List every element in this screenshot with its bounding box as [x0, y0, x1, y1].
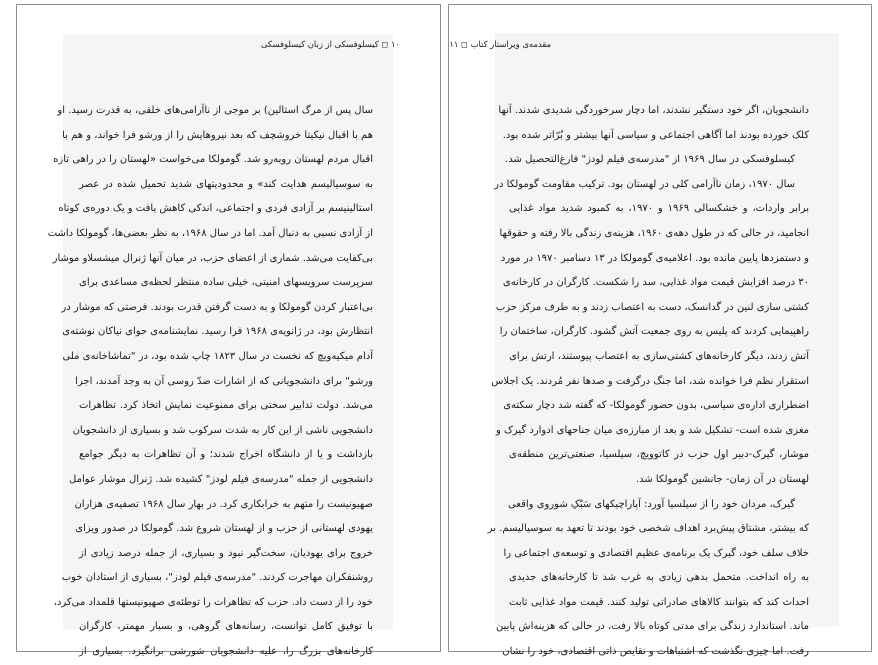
text-line: روشنفکران مهاجرت کردند. "مدرسه‌ی فیلم لودز"، بسیاری از استادان خوب: [61, 572, 373, 584]
text-line: می‌شد. دولت تدابیر سختی برای ممنوعیت نمایش اتخاذ کرد. تظاهرات: [79, 400, 373, 412]
text-line: بازداشت و یا از دانشگاه اخراج شدند؛ و آن تظاهرات به دیگر جوامع: [79, 449, 373, 461]
text-line: و دستمزدها پایین مانده بود. اعلامیه‌ی گومولکا در ۱۳ دسامبر ۱۹۷۰ در مورد: [500, 252, 809, 264]
text-line: انجامید، در حالی که در طول دهه‌ی ۱۹۶۰، هزینه‌ی زندگی بالا رفته و حقوقها: [499, 227, 809, 239]
text-line: آدام میکیه‌ویچ که نخست در سال ۱۸۲۳ چاپ شده بود، در "تماشاخانه‌ی ملی: [62, 350, 373, 362]
text-line: کارخانه‌های بزرگ را، علیه دانشجویان شورشی برانگیزد. بسیاری از: [79, 646, 373, 658]
text-line: اضطراری اداره‌ی سیاسی، بدون حضور گومولکا- که گفته شد دچار سکته‌ی: [503, 400, 809, 412]
text-line: سال پس از مرگ استالین) بر موجی از ناآرامی‌های خلقی، به قدرت رسید. او: [57, 105, 373, 116]
text-line: دانشجویی از جمله "مدرسه‌ی فیلم لودز" کشیده شد. ژنرال موشار عوامل: [69, 473, 373, 485]
page-body: [487, 99, 809, 665]
text-line: برابر واردات، و خشکسالی ۱۹۶۹ و ۱۹۷۰، به کمبود شدید مواد غذایی: [509, 203, 809, 215]
text-line: یهودی لهستانی از حزب و از لهستان شروع شد. گومولکا در صدور ویزای: [75, 523, 373, 535]
text-line: کیسلوفسکی در سال ۱۹۶۹ از "مدرسه‌ی فیلم لودز" فارغ‌التحصیل شد.: [505, 154, 795, 166]
page-right: [448, 4, 872, 658]
text-line: خلاف سلف خود، گیرک یک برنامه‌ی عظیم اقتصادی و توسعه‌ی اجتماعی را: [503, 547, 809, 559]
text-line: از آزادی نسبی به دنبال آمد. اما در سال ۱۹۶۸، به نظر بعضی‌ها، گومولکا داشت: [47, 227, 373, 239]
text-line: موشار، گیرک-دبیر اول حزب در کاتوویچ، سیلسیا، صنعتی‌ترین منطقه‌ی: [509, 449, 809, 461]
text-line: با توفیق کامل توانست، رسانه‌های گروهی، و بسیار مهمتر، کارگران: [79, 621, 373, 633]
text-line: راهپیمایی کردند که پلیس به روی جمعیت آتش گشود. کارگران، ساختمان را: [499, 326, 809, 338]
text-line: ورشو" برای دانشجویانی که از اشارات ضدّ روسی آن به وجد آمدند، اجرا: [75, 375, 373, 387]
text-line: احداث کند که بتوانند کالاهای صادراتی تولید کنند. قیمت مواد غذایی ثابت: [509, 596, 809, 608]
page-header: ۱۰ ◻ کیسلوفسکی از زبان کیسلوفسکی: [260, 39, 400, 49]
text-line: خروج برای یهودیان، سخت‌گیر نبود و بسیاری، از جمله درصد زیادی از: [79, 547, 373, 559]
text-line: لهستان در آن زمان- جانشین گومولکا شد.: [635, 473, 809, 485]
text-line: کلک خورده بودند اما آگاهی اجتماعی و سیاسی آنها بیشتر و بُرّاتر شده بود.: [502, 129, 809, 141]
text-line: کشتی سازی لنین در گدانسک، دست به اعتصاب زدند و به طرف مرکز حزب: [495, 301, 809, 313]
text-line: به سوسیالیسم هدایت کند» و محدودیتهای شدید تحمیل شده در عصر: [79, 178, 373, 190]
text-line: گیرک، مردان خود را از سیلسیا آورد: آپاراچیکهای سَبْکِ شوروی واقعی: [507, 498, 795, 510]
text-line: مغزی شده است- تشکیل شد و بعد از مبارزه‌ی میان جناحهای ادوارد گیرک و: [495, 424, 809, 436]
text-line: ۳۰ درصد افزایش قیمت مواد غذایی، سد را شکست. کارگران در کارخانه‌ی: [502, 277, 809, 289]
text-line: خود را از دست داد. حزب که تظاهرات را توطئه‌ی صهیونیستها قلمداد می‌کرد،: [53, 596, 373, 608]
text-line: استالینیسم بر آزادی فردی و اجتماعی، اندکی کاهش یافت و یک دوره‌ی کوتاه: [58, 203, 373, 215]
text-line: دانشجویان، اگر خود دستگیر نشدند، اما دچار سرخوردگی شدیدی شدند. آنها: [498, 105, 809, 116]
text-line: که بیشتر، مشتاق پیش‌برد اهداف شخصی خود بودند تا تعهد به سوسیالیسم. بر: [487, 523, 809, 535]
text-line: دانشجویی ناشی از این کار به شدت سرکوب شد و بسیاری از دانشجویان: [72, 424, 373, 436]
page-header: مقدمه‌ی ویراستار کتاب ◻ ۱۱: [449, 39, 551, 49]
text-line: ماند. استاندارد زندگی برای مدتی کوتاه بالا رفت، در حالی که هزینه‌اش پایین: [495, 621, 809, 633]
text-line: بی‌کفایت می‌شد. شماری از اعضای حزب، در میان آنها ژنرال میشسلاو موشار: [52, 252, 373, 264]
page-body: [47, 99, 373, 665]
text-line: آتش زدند، دیگر کارخانه‌های کشتی‌سازی به اعتصاب پیوستند، ارتش برای: [509, 350, 809, 362]
text-line: استقرار نظم فرا خوانده شد، اما جنگ درگرفت و صدها نفر مُردند. یک اجلاس: [491, 375, 809, 387]
text-line: هم با اقبال نیکیتا خروشچف که بعد نیروهایش را از ورشو فرا خواند، و هم با: [62, 129, 373, 141]
text-line: رفت. اما چیزی نگذشت که اشتباهات و نقایص ذاتی اقتصادی، خود را نشان: [502, 646, 809, 658]
text-line: صهیونیست را متهم به خرابکاری کرد. در بهار سال ۱۹۶۸ تصفیه‌ی هزاران: [74, 498, 373, 510]
text-line: بی‌اعتبار کردن گومولکا و به دست گرفتن قدرت بودند. فرصتی که موشار در: [61, 301, 373, 313]
text-line: سال ۱۹۷۰، زمان ناآرامی کلی در لهستان بود. ترکیب مقاومت گومولکا در: [494, 178, 795, 190]
page-left: [16, 4, 441, 658]
text-line: سرپرست سرویسهای امنیتی، خیلی ساده منتظر لحظه‌ی مساعدی برای: [79, 277, 373, 289]
text-line: اقبال مردم لهستان روبه‌رو شد. گومولکا می‌خواست «لهستان را در راهی تازه: [53, 154, 373, 166]
text-line: انتظارش بود، در ژانویه‌ی ۱۹۶۸ فرا رسید. نمایشنامه‌ی حوای نیاکان نوشته‌ی: [62, 326, 373, 338]
text-line: به راه انداخت. متحمل بدهی زیادی به غرب شد تا کارخانه‌های جدیدی: [509, 572, 809, 584]
